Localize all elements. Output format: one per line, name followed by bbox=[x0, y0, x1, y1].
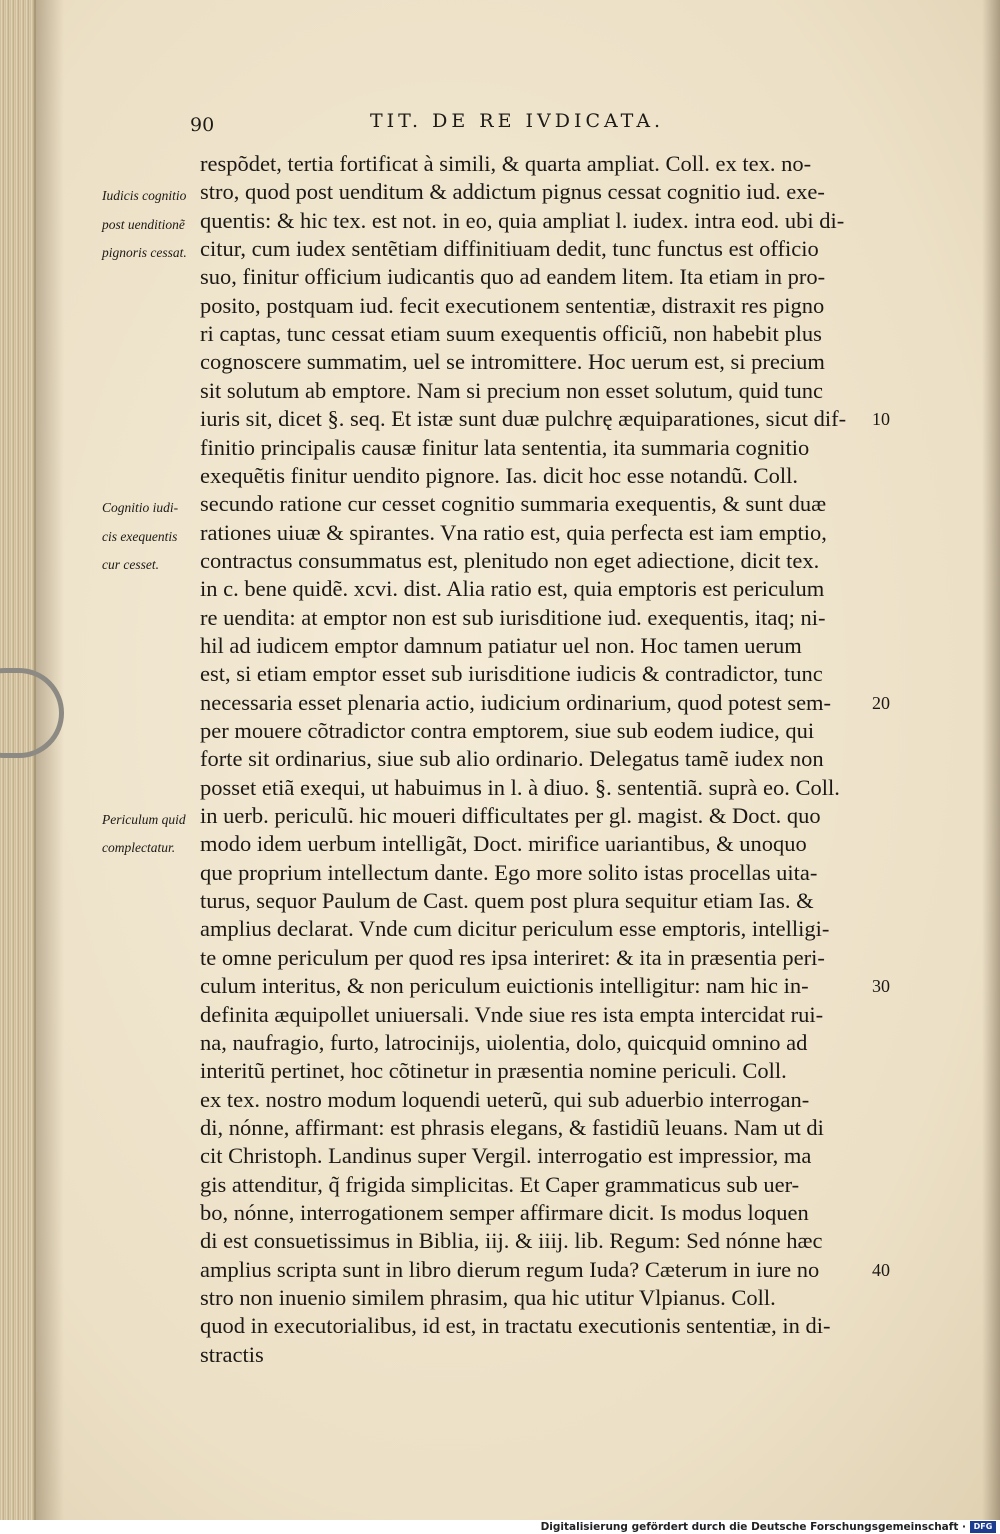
gutter-shadow bbox=[34, 0, 64, 1520]
text-line: respõdet, tertia fortificat à simili, & quarta ampliat. Coll. ex tex. no- bbox=[200, 151, 812, 176]
text-line: quod in executorialibus, id est, in tractatu executionis sententiæ, in di- bbox=[200, 1313, 831, 1339]
text-line: secundo ratione cur cesset cognitio summaria exequentis, & sunt duæ bbox=[200, 491, 827, 517]
text-line: amplius declarat. Vnde cum dicitur periculum esse emptoris, intelligi- bbox=[200, 916, 830, 942]
marginal-note: complectatur. bbox=[102, 840, 176, 856]
text-line: citur, cum iudex sentẽtiam diffinitiuam dedit, tunc functus est officio bbox=[200, 236, 819, 262]
text-line: quentis: & hic tex. est not. in eo, quia ampliat l. iudex. intra eod. ubi di- bbox=[200, 207, 845, 233]
text-line: per mouere cõtradictor contra emptorem, siue sub eodem iudice, qui bbox=[200, 718, 815, 743]
text-line: turus, sequor Paulum de Cast. quem post plura sequitur etiam Ias. & bbox=[200, 888, 814, 914]
text-line: necessaria esset plenaria actio, iudicium ordinarium, quod potest sem- bbox=[200, 689, 832, 715]
text-line: in c. bene quidẽ. xcvi. dist. Alia ratio est, quia emptoris est periculum bbox=[200, 576, 825, 602]
text-line: iuris sit, dicet §. seq. Et istæ sunt duæ pulchrę æquiparationes, sicut dif- bbox=[200, 406, 847, 432]
dfg-logo: DFG bbox=[970, 1521, 996, 1533]
page-edge bbox=[982, 0, 1000, 1520]
text-line: est, si etiam emptor esset sub iurisditione iudicis & contradictor, tunc bbox=[200, 661, 823, 687]
text-line: culum interitus, & non periculum euictionis intelligitur: nam hic in- bbox=[200, 973, 809, 999]
text-line: ex tex. nostro modum loquendi ueterũ, qui sub aduerbio interrogan- bbox=[200, 1086, 810, 1112]
digitization-credit: Digitalisierung gefördert durch die Deutsche Forschungsgemeinschaft · bbox=[540, 1521, 966, 1533]
text-line: posito, postquam iud. fecit executionem sententiæ, distraxit res pigno bbox=[200, 292, 825, 318]
text-line: interitũ pertinet, hoc cõtinetur in præsentia nomine periculi. Coll. bbox=[200, 1058, 787, 1084]
text-line: stro non inuenio similem phrasim, qua hic utitur Vlpianus. Coll. bbox=[200, 1285, 776, 1310]
text-line: sit solutum ab emptore. Nam si precium non esset solutum, quid tunc bbox=[200, 377, 824, 403]
text-line: gis attenditur, q̃ frigida simplicitas. Et Caper grammaticus sub uer- bbox=[200, 1171, 800, 1197]
text-line: definita æquipollet uniuersali. Vnde siue res ista empta intercidat rui- bbox=[200, 1001, 824, 1027]
text-line: modo idem uerbum intelligãt, Doct. mirifice uariantibus, & unoquo bbox=[200, 831, 807, 857]
text-line: na, naufragio, furto, latrocinijs, uiolentia, dolo, quicquid omnino ad bbox=[200, 1029, 808, 1055]
marginal-note: post uenditionẽ bbox=[102, 216, 185, 232]
text-line: hil ad iudicem emptor damnum patiatur uel non. Hoc tamen uerum bbox=[200, 632, 802, 658]
running-title: TIT. DE RE IVDICATA. bbox=[370, 110, 665, 132]
text-line: di, nónne, affirmant: est phrasis elegans, & fastidiũ leuans. Nam ut di bbox=[200, 1114, 824, 1140]
text-line: stro, quod post uenditum & addictum pignus cessat cognitio iud. exe- bbox=[200, 179, 825, 205]
text-line: posset etiã exequi, ut habuimus in l. à diuo. §. sententiã. suprà eo. Coll. bbox=[200, 774, 840, 800]
text-line: stractis bbox=[200, 1341, 264, 1367]
marginal-note: cis exequentis bbox=[102, 528, 178, 544]
text-line: di est consuetissimus in Biblia, iij. & iiij. lib. Regum: Sed nónne hæc bbox=[200, 1228, 823, 1254]
text-line: exequẽtis finitur uendito pignore. Ias. dicit hoc esse notandũ. Coll. bbox=[200, 462, 798, 488]
line-number: 40 bbox=[872, 1259, 890, 1280]
marginal-note: cur cesset. bbox=[102, 556, 159, 572]
text-line: suo, finitur officium iudicantis quo ad eandem litem. Ita etiam in pro- bbox=[200, 264, 826, 290]
text-line: rationes uiuæ & spirantes. Vna ratio est, quia perfecta est iam emptio, bbox=[200, 519, 827, 545]
text-line: bo, nónne, interrogationem semper affirmare dicit. Is modus loquen bbox=[200, 1199, 809, 1225]
page-gutter bbox=[0, 0, 36, 1520]
marginal-note: Cognitio iudi- bbox=[102, 500, 179, 516]
line-number: 10 bbox=[872, 409, 890, 430]
text-line: in uerb. periculũ. hic moueri difficultates per gl. magist. & Doct. quo bbox=[200, 803, 821, 829]
text-line: cit Christoph. Landinus super Vergil. interrogatio est impressior, ma bbox=[200, 1143, 812, 1169]
text-line: forte sit ordinarius, siue sub alio ordinario. Delegatus tamẽ iudex non bbox=[200, 746, 824, 772]
text-line: cognoscere summatim, uel se intromittere. Hoc uerum est, si precium bbox=[200, 349, 825, 375]
line-number: 20 bbox=[872, 692, 890, 713]
text-line: contractus consummatus est, plenitudo non eget adiectione, dicit tex. bbox=[200, 547, 820, 573]
text-line: finitio principalis causæ finitur lata sententia, ita summaria cognitio bbox=[200, 434, 810, 460]
text-line: ri captas, tunc cessat etiam suum exequentis officiũ, non habebit plus bbox=[200, 321, 822, 347]
text-line: re uendita: at emptor non est sub iurisditione iud. exequentis, itaq; ni- bbox=[200, 604, 826, 630]
marginal-note: pignoris cessat. bbox=[102, 245, 187, 261]
line-number: 30 bbox=[872, 976, 890, 997]
marginal-note: Periculum quid bbox=[102, 812, 186, 828]
page-number: 90 bbox=[190, 114, 215, 136]
text-line: que proprium intellectum dante. Ego more solito istas procellas uita- bbox=[200, 859, 818, 885]
footer-bar bbox=[0, 1520, 1000, 1534]
marginal-note: Iudicis cognitio bbox=[102, 188, 187, 204]
text-line: amplius scripta sunt in libro dierum regum Iuda? Cæterum in iure no bbox=[200, 1256, 820, 1282]
text-line: te omne periculum per quod res ipsa interiret: & ita in præsentia peri- bbox=[200, 944, 825, 970]
